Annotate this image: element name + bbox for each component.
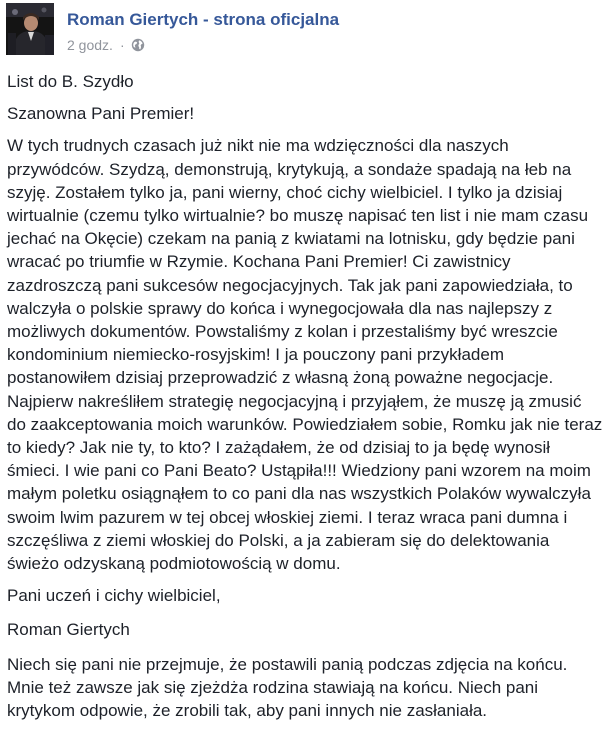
post-body [7,64,604,722]
letter-heading: List do B. Szydło [7,72,134,91]
post-timestamp[interactable]: 2 godz. [67,37,113,53]
letter-signature: Roman Giertych [7,620,130,640]
post-header [0,0,609,62]
meta-separator: · [119,37,125,53]
avatar[interactable] [6,3,54,55]
letter-salutation: Szanowna Pani Premier! [7,104,195,124]
letter-body: W tych trudnych czasach już nikt nie ma wdzięczności dla naszych przywódców. Szydzą, demonstrują, krytykują, a sondaże spadają na łeb na szyję. Zostałem tylko ja, pani wierny, choć cichy wielbiciel. I tylko ja dzisiaj wirtualnie (czemu tylko wirtualnie? bo muszę napisać ten list i nie mam czasu jechać na Okęcie) czekam na panią z kwiatami na lotnisku, gdy będzie pani wracać po triumfie w Rzymie. Kochana Pani Premier! Ci zawistnicy zazdroszczą pani sukcesów negocjacyjnych. Tak jak pani zapowiedziała, to walczyła o polskie sprawy do końca i wynegocjowała dla nas najlepszy z możliwych dokumentów. Powstaliśmy z kolan i przestaliśmy być wreszcie kondominium niemiecko-rosyjskim! I ja pouczony pani przykładem postanowiłem dzisiaj przeprowadzić z własną żoną poważne negocjacje. Najpierw nakreśliłem strategię negocjacyjną i przyjąłem, że muszę ją zmusić do zaakceptowania moich warunków. Powiedziałem sobie, Romku jak nie teraz to kiedy? Jak nie ty, to kto? I zażądałem, że od dzisiaj to ja będę wynosił śmieci. I wie pani co Pani Beato? Ustąpiła!!! Wiedziony pani wzorem na moim małym poletku osiągnąłem to co pani dla nas wszystkich Polaków wywalczyła swoim lwim pazurem w tej obcej włoskiej ziemi. I teraz wraca pani dumna i szczęśliwa z ziemi włoskiej do Polski, a ja zabieram się do delektowania świeżo odzyskaną podmiotowością w domu. [7,136,603,574]
globe-icon[interactable] [131,38,145,52]
profile-photo-icon [6,3,54,55]
post-author-link[interactable]: Roman Giertych - strona oficjalna [67,10,340,29]
letter-closing: Pani uczeń i cichy wielbiciel, [7,586,221,606]
post-meta [67,37,145,53]
letter-postscript: Niech się pani nie przejmuje, że postawili panią podczas zdjęcia na końcu. Mnie też zawsze jak się zjeżdża rodzina stawiają na końcu. Niech pani krytykom odpowie, że zrobili tak, aby pani innych nie zasłaniała. [7,654,568,721]
